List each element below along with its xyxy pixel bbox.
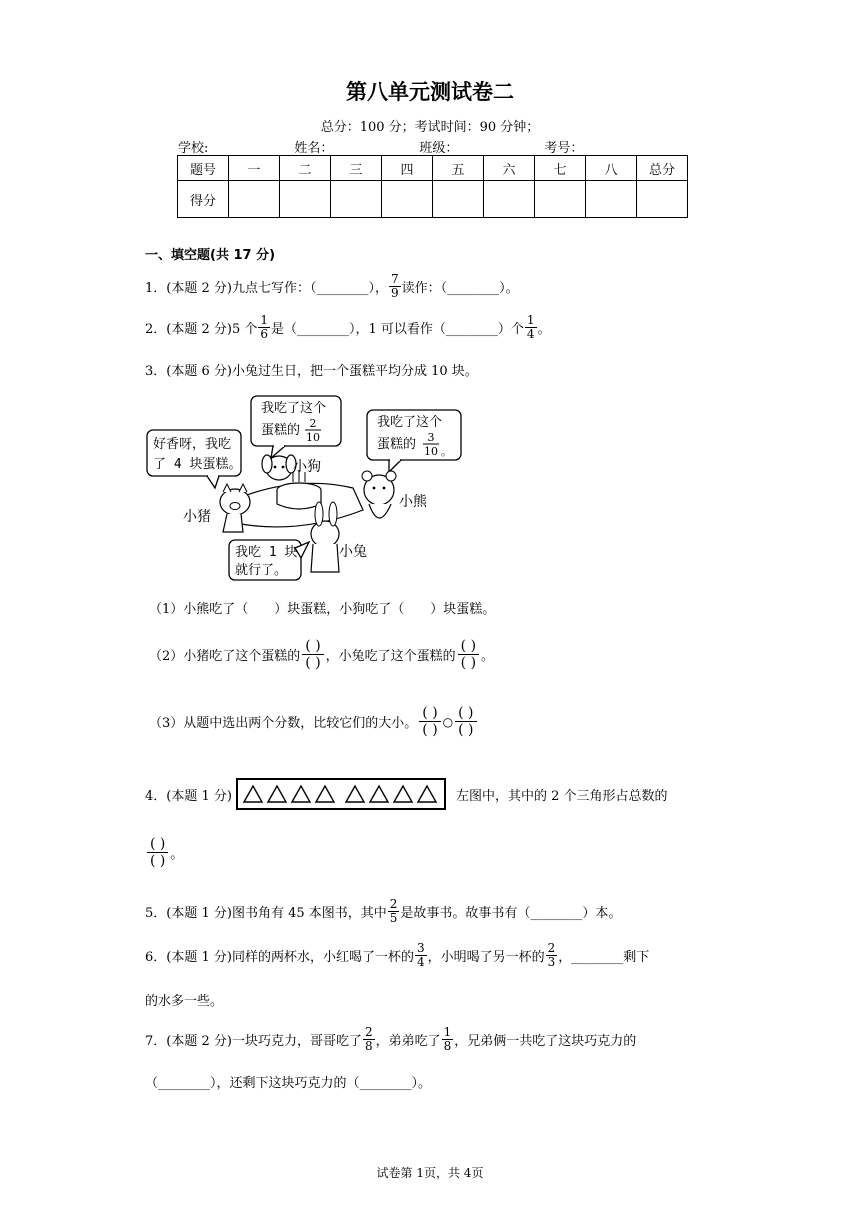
- score-table-header-row: [178, 156, 688, 181]
- page-footer: 试卷第 1页，共 4页: [376, 1166, 484, 1180]
- score-table-header-label: 题号: [178, 156, 229, 181]
- question-5: [145, 898, 621, 925]
- bear-frac-end: 。: [441, 445, 452, 458]
- question-1: [145, 273, 519, 300]
- score-table-col: 八: [586, 156, 637, 181]
- q1-frac-den: 9: [390, 286, 399, 300]
- paren-den: ( ): [458, 722, 474, 738]
- q3-sub2-text-a: （2）小猪吃了这个蛋糕的: [149, 649, 301, 664]
- score-cell[interactable]: [382, 181, 433, 218]
- dog-speech-bubble: [251, 396, 341, 458]
- label-dog: 小狗: [293, 459, 321, 475]
- q5-fraction: [388, 898, 400, 925]
- q3-sub3: [149, 705, 479, 738]
- q3-sub1-text: （1）小熊吃了（ ）块蛋糕，小狗吃了（ ）块蛋糕。: [149, 602, 496, 617]
- q4-ans-den: ( ): [150, 853, 166, 869]
- score-cell[interactable]: [484, 181, 535, 218]
- bear-frac-num: 3: [427, 431, 435, 444]
- q2-text-b: 是（________），1 可以看作（________）个: [271, 322, 524, 337]
- paren-num: ( ): [458, 638, 479, 655]
- q3-sub3-blank-fraction-2[interactable]: [455, 705, 476, 738]
- label-bear: 小熊: [399, 494, 427, 510]
- school-label: 学校:: [178, 141, 209, 156]
- q2-text-a: 2．(本题 2 分)5 个: [145, 322, 258, 337]
- q2-frac1-num: 1: [260, 313, 268, 327]
- q5-frac-num: 2: [389, 897, 398, 911]
- q3-text: 3．(本题 6 分)小兔过生日，把一个蛋糕平均分成 10 块。: [145, 364, 478, 379]
- score-cell[interactable]: [586, 181, 637, 218]
- q3-sub2-blank-fraction-2[interactable]: [458, 638, 479, 671]
- exam-subtitle: 总分：100 分；考试时间：90 分钟；: [320, 120, 540, 135]
- q7-line2-text: （________），还剩下这块巧克力的（________）。: [145, 1076, 432, 1091]
- q6-text-a: 6．(本题 1 分)同样的两杯水，小红喝了一杯的: [145, 950, 414, 965]
- score-table-score-row: [178, 181, 688, 218]
- dog-bubble-line1: 我吃了这个: [261, 401, 327, 416]
- pig-bubble-line2: 了 4 块蛋糕。: [153, 457, 242, 472]
- number-blank[interactable]: [583, 141, 669, 156]
- q3-sub3-blank-fraction-1[interactable]: [419, 705, 440, 738]
- dog-frac-num: 2: [309, 417, 317, 430]
- q6-fraction-2: [546, 942, 558, 969]
- score-table-col: 二: [280, 156, 331, 181]
- q2-fraction-2: [525, 314, 537, 341]
- q7-fraction-2: [442, 1026, 454, 1053]
- dog-frac-den: 10: [306, 431, 320, 444]
- q6-line2-text: 的水多一些。: [145, 994, 224, 1009]
- bear-speech-bubble: [367, 410, 461, 472]
- score-cell[interactable]: [229, 181, 280, 218]
- q2-frac2-den: 4: [526, 327, 535, 341]
- q6-text-c: ，________剩下: [558, 950, 650, 965]
- school-blank[interactable]: [208, 141, 294, 156]
- q6-fraction-1: [415, 942, 427, 969]
- bear-frac-den: 10: [424, 445, 438, 458]
- question-7: [145, 1026, 636, 1053]
- q1-text-b: 读作：（________）。: [401, 281, 519, 296]
- q2-fraction-1: [258, 314, 270, 341]
- q7-text-b: ，弟弟吃了: [375, 1034, 441, 1049]
- q1-fraction: [389, 273, 401, 300]
- q5-frac-den: 5: [389, 911, 398, 925]
- score-table: [177, 155, 688, 218]
- q4-answer: [145, 836, 183, 869]
- q7-fraction-1: [363, 1026, 375, 1053]
- dog-bubble-line2: 蛋糕的: [261, 423, 301, 438]
- score-cell[interactable]: [535, 181, 586, 218]
- score-table-col: 一: [229, 156, 280, 181]
- question-3: [145, 360, 478, 379]
- q1-frac-num: 7: [390, 272, 399, 286]
- class-label: 班级：: [419, 141, 459, 156]
- q3-sub2-text-c: 。: [481, 649, 495, 664]
- q7-text-c: ，兄弟俩一共吃了这块巧克力的: [454, 1034, 637, 1049]
- q3-sub2-blank-fraction-1[interactable]: [302, 638, 323, 671]
- score-cell[interactable]: [433, 181, 484, 218]
- q6-frac2-den: 3: [547, 955, 556, 969]
- paren-num: ( ): [302, 638, 323, 655]
- name-blank[interactable]: [333, 141, 419, 156]
- score-cell[interactable]: [331, 181, 382, 218]
- q5-text-a: 5．(本题 1 分)图书角有 45 本图书，其中: [145, 906, 387, 921]
- q5-text-b: 是故事书。故事书有（________）本。: [400, 906, 622, 921]
- class-blank[interactable]: [458, 141, 544, 156]
- triangle-box: [236, 778, 446, 810]
- q2-frac1-den: 6: [260, 327, 268, 341]
- q3-sub3-text: （3）从题中选出两个分数，比较它们的大小。: [149, 716, 418, 731]
- score-table-score-label: 得分: [178, 181, 229, 218]
- q3-sub1: [149, 598, 495, 617]
- dog-icon: [262, 455, 296, 480]
- score-table-col: 总分: [637, 156, 688, 181]
- q6-line2: [145, 990, 223, 1009]
- section-title: 一、填空题(共 17 分): [145, 248, 276, 263]
- q2-frac2-num: 1: [526, 313, 535, 327]
- score-table-col: 四: [382, 156, 433, 181]
- score-table-col: 五: [433, 156, 484, 181]
- rabbit-bubble-line1: 我吃 1 块: [235, 545, 298, 560]
- q1-text-a: 1．(本题 2 分)九点七写作：（________），: [145, 281, 388, 296]
- q4-blank-fraction[interactable]: [147, 836, 168, 869]
- q6-frac2-num: 2: [547, 941, 556, 955]
- q4-text-b: 左图中，其中的 2 个三角形占总数的: [455, 788, 668, 804]
- rabbit-bubble-line2: 就行了。: [235, 563, 288, 578]
- q4-ans-end: 。: [170, 847, 184, 862]
- q7-frac2-den: 8: [443, 1039, 452, 1053]
- label-rabbit: 小兔: [339, 544, 367, 560]
- paren-den: ( ): [422, 722, 438, 738]
- paren-num: ( ): [455, 705, 476, 722]
- page-title: 第八单元测试卷二: [346, 80, 514, 104]
- triangles-icon: [242, 783, 440, 805]
- paren-den: ( ): [460, 655, 477, 671]
- score-table-col: 六: [484, 156, 535, 181]
- pig-speech-bubble: [147, 430, 241, 488]
- score-cell[interactable]: [637, 181, 688, 218]
- question-4: [145, 778, 668, 810]
- bear-bubble-line2: 蛋糕的: [377, 437, 417, 452]
- birthday-cake-illustration: [143, 392, 463, 584]
- student-info-row: [178, 137, 684, 156]
- q7-frac1-den: 8: [364, 1039, 373, 1053]
- compare-circle[interactable]: ○: [442, 714, 454, 729]
- score-table-col: 三: [331, 156, 382, 181]
- q3-sub2: [149, 638, 494, 671]
- q4-text-a: 4．(本题 1 分): [145, 788, 232, 804]
- name-label: 姓名：: [294, 141, 334, 156]
- q7-frac2-num: 1: [443, 1025, 452, 1039]
- bear-icon: [362, 471, 396, 518]
- question-2: [145, 314, 551, 341]
- paren-den: ( ): [305, 655, 321, 671]
- bear-bubble-line1: 我吃了这个: [377, 415, 443, 430]
- q6-text-b: ，小明喝了另一杯的: [427, 950, 545, 965]
- rabbit-speech-bubble: [229, 540, 309, 580]
- score-table-col: 七: [535, 156, 586, 181]
- q7-text-a: 7．(本题 2 分)一块巧克力，哥哥吃了: [145, 1034, 362, 1049]
- label-pig: 小猪: [183, 509, 211, 525]
- q7-line2: [145, 1072, 431, 1091]
- score-cell[interactable]: [280, 181, 331, 218]
- q6-frac1-den: 4: [416, 955, 425, 969]
- question-6: [145, 942, 649, 969]
- q6-frac1-num: 3: [416, 941, 425, 955]
- pig-bubble-line1: 好香呀，我吃: [153, 437, 232, 452]
- number-label: 考号：: [544, 141, 584, 156]
- q4-ans-num: ( ): [147, 836, 168, 853]
- q2-text-c: 。: [537, 322, 551, 337]
- q7-frac1-num: 2: [364, 1025, 373, 1039]
- paren-num: ( ): [419, 705, 440, 722]
- q3-sub2-text-b: ，小兔吃了这个蛋糕的: [325, 649, 456, 664]
